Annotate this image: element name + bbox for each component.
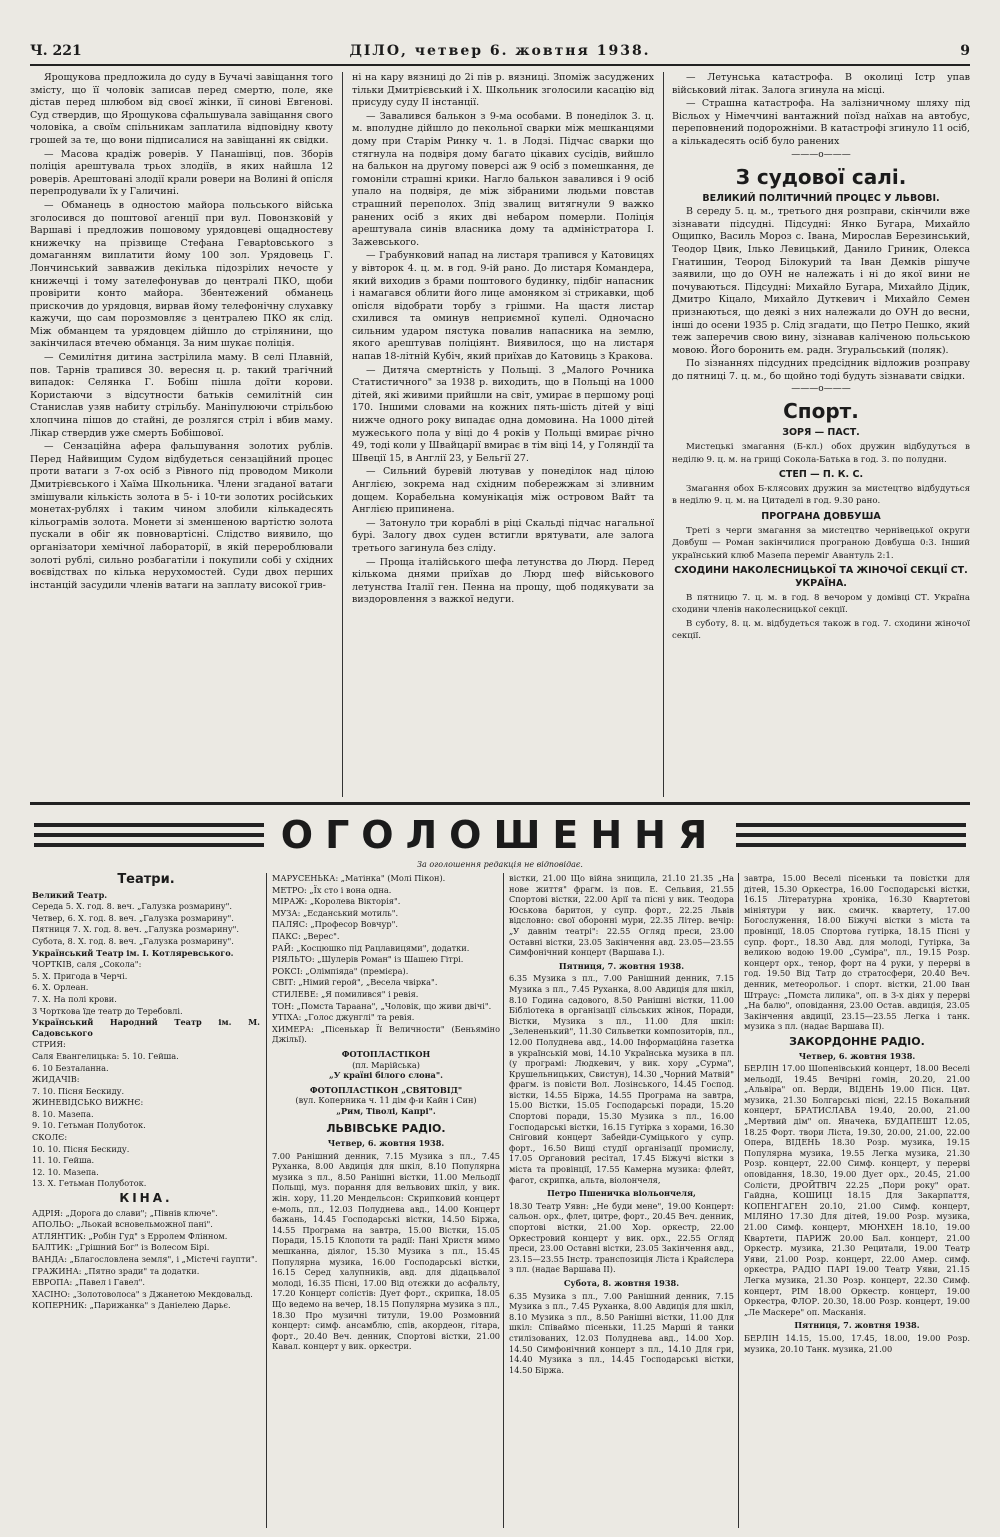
- listing-line: РОКСІ: „Олімпіяда" (премієра).: [272, 965, 409, 976]
- listing-line: ЕВРОПА: „Павел і Гавел".: [32, 1277, 145, 1288]
- ads-column-radio-3: [744, 873, 970, 1528]
- listing-line: СТИЛЕВЕ: „Я помилився" і ревія.: [272, 988, 419, 999]
- listing-line: МІРАЖ: „Королева Вікторія".: [272, 896, 401, 907]
- listing-line: Великий Театр.: [32, 889, 108, 900]
- article-paragraph: — Завалився балькон з 9-ма особами. В понеділок 3. ц. м. вполудне дійшло до пекольної сварки між мешканцями дому при Старім Ринку ч. 1. в Лодзі. Підчас сварки що стягнула на подвіря дому багато цікавих сусідів, вийшло на балькон на другому поверсі аж 9 осіб з помешкання, де гомоніли страшні крики. Нагло балькон завалився і 9 осіб упало на подвіря, де між зібраними людьми повстав страшний переполох. Зпід звалищ витягнули 9 важко ранених осіб з яких дві небаром померли. Поліція арештувала синів власника дому та адміністратора І. Зажевського.: [352, 110, 654, 248]
- article-paragraph: — Обманець в одностою майора польського війська зголосився до поштової агенції при вул. Повонзковій у Варшаві і предложив пошовому урядовцеві ощадностеву книжечку на прізвище Стефана Геварtовського з домаганням виплатити йому 100 зол. Урядовець Г. Лончинський завважив декілька підозрілих нечосте у книжечці і тому зателефонував до централі ПКО, щоби провірити конто майора. Збентежений обманець прискочив до урядовця, вирвав йому телефонічну слухавку кажучи, що сам порозмовляє з централею ПКО як слід. Між обманцем та урядовцем дійшло до стрілянини, що закінчилася втечею обманця. За ним шукає поліція.: [30, 199, 333, 350]
- ads-title: ОГОЛОШЕННЯ: [280, 813, 720, 857]
- listing-line: Саля Евангелицька: 5. 10. Гейша.: [32, 1050, 179, 1061]
- listing-line: 6. X. Орлеан.: [32, 982, 89, 993]
- column-divider: [266, 873, 267, 1528]
- photoplasticon-address: (вул. Коперника ч. 11 дім ф-и Кайн і Син): [295, 1095, 477, 1106]
- sport-headline: СТЕП — П. К. С.: [778, 469, 864, 481]
- listing-line: Український Театр ім. І. Котляревського.: [32, 947, 234, 958]
- radio-program: БЕРЛІН 14.15, 15.00, 17.45, 18.00, 19.00 Розр. музика, 20.10 Танк. музика, 21.00: [744, 1332, 970, 1354]
- radio-program: 7.00 Ранішний денник, 7.15 Музика з пл., 7.45 Руханка, 8.00 Авдиція для шкіл, 8.10 Популярна музика з пл., 8.50 Ранішні вістки, 11.00 Мельодії Польщі, муз. порання для вельвових шкіл, у вик. жін. хору, 11.20 Мендельсон: Скрипковий концерт е-моль, пл., 12.03 Полуднева авд., 14.00 Концерт бажань, 14.45 Господарські вістки, 14.50 Біржа, 14.55 Програма на завтра, 15.00 Вістки, 15.05 Поради, 15.15 Клопоти та радії: Пані Христя мимо мешканна, діялог, 15.30 Музика з пл., 15.45 Популярна музика, 16.00 Господарські вістки, 16.15 Серед халупників, авд. для дідацьвалої молоді, 16.35 Пісні, 17.00 Від отєжки до асфальту, 17.20 Концерт солістів: Дует форт., скрипка, 18.05 Що ведемо на вечер, 18.15 Популярна музика з пл., 18.30 Про музичні титули, 19.00 Розмовний концерт: симф. ансамблю, спів, акордеон, гітара, форт., 20.40 Веч. денник, Спортові вістки, 21.00 Кавал. концерт у вик. оркестри.: [272, 1150, 500, 1352]
- listing-line: 9. 10. Гетьман Полуботок.: [32, 1120, 146, 1131]
- radio-bold-line: Петро Пшеничка віольончеля,: [547, 1188, 696, 1199]
- section-rule: [30, 802, 970, 805]
- article-paragraph: Треті з черги змагання за мистецтво чернівецької округи Довбуш — Роман закінчилися програною Довбуша 0:3. Інший український клюб Мазепа переміг Авантуль 2:1.: [672, 525, 970, 561]
- listing-line: ЖИДАЧІВ:: [32, 1074, 80, 1085]
- listing-line: БАЛТИК: „Грішний Бог" із Волесом Бірі.: [32, 1242, 210, 1253]
- article-paragraph: — Грабунковий напад на листаря трапився у Катовицях у вівторок 4. ц. м. в год. 9-ій рано. До листаря Командера, який виходив з брами поштового будинку, підбіг напасник і намагався облити його лице амоняком зі стрикавки, щоб опісля відобрати торбу з грішми. На щастя листар схилився та оминув неприємної купелі. Одночасно сильним ударом пястука повалив напасника на землю, якого арештував поліціянт. Виявилося, що на листаря напав 18-літній Кубіч, який приїхав до Катовиць з Кракова.: [352, 250, 654, 363]
- ads-column-cinemas-radio: [272, 873, 500, 1528]
- listing-line: ЖИНЕВІДСЬКО ВИЖНЄ:: [32, 1097, 144, 1108]
- listing-line: РІЯЛЬТО: „Шулерів Роман" із Шашею Гітрі.: [272, 954, 464, 965]
- page-number: 9: [960, 43, 970, 59]
- radio-program: завтра, 15.00 Веселі пісеньки та повістки для дітей, 15.30 Оркестра, 16.00 Господарські вістки, 16.15 Літературна хроніка, 16.30 Квартетові мініятури у вик. смичк. квартету, 17.00 Богослуження, 18.00 Біжучі вістки з міста та провінції, 18.05 Спортова гутірка, 18.15 Пісні у супр. форт., 18.30 Авд. для молоді, Гутірка, За великою водою 19.00 „Суміра", пл., 19.15 Розр. концерт орх., тенор, форт на 4 руки, у перерві в год. 19.50 Від Татр до стратосфери, 20.40 Веч. денник, метеорольог. і спорт. вістки, 21.00 Іван Штраус: „Помста лилика", оп. в 3-х діях у перерві „На балю", оповідання, 23.00 Остав. авдиція, 23.05 Закінчення авдиції, 23.15—23.55 Легка і танк. музика з пл. (надає Варшава ІІ).: [744, 873, 970, 1032]
- ads-column-radio-2: [509, 873, 734, 1528]
- sport-section-title: Спорт.: [783, 399, 859, 424]
- ads-disclaimer: За оголошення редакція не відповідає.: [417, 860, 583, 869]
- listing-line: АТЛЯНТИК: „Робін Гуд" з Ерролем Флінном.: [32, 1230, 228, 1241]
- listing-line: СКОЛЄ:: [32, 1132, 68, 1143]
- article-paragraph: Змагання обох Б-клясових дружин за мистецтво відбудуться в неділю 9. ц. м. на Цитаделі в год. 9.30 рано.: [672, 483, 970, 507]
- ornament-divider: ———o———: [791, 149, 851, 160]
- radio-program: 6.35 Музика з пл., 7.00 Ранішний денник, 7.15 Музика з пл., 7.45 Руханка, 8.00 Авдиція для шкіл, 8.10 Музика з пл., 8.50 Ранішні вістки, 11.00 Для шкіл: Співаймо пісеньки, 11.25 Марші й танки стилізованих, 12.03 Полуднева авд., 14.00 Хор. 14.50 Симфонічний концерт з пл., 14.10 Для гри, 14.40 Музика з пл., 14.45 Господарські вістки, 14.50 Біржа.: [509, 1290, 734, 1375]
- photoplasticon-address: (пл. Марійська): [352, 1059, 420, 1070]
- column-divider: [342, 72, 343, 797]
- theatres-title: Театри.: [117, 873, 175, 887]
- listing-line: КОПЕРНИК: „Парижанка" з Даніелею Дарьє.: [32, 1300, 231, 1311]
- listing-line: МАРУСЕНЬКА: „Матінка" (Молі Пікон).: [272, 873, 446, 883]
- listing-line: 11. 10. Гейша.: [32, 1155, 95, 1166]
- radio-day: Пятниця, 7. жовтня 1938.: [794, 1320, 920, 1331]
- banner-lines-right: [736, 823, 966, 853]
- article-paragraph: Ярощукова предложила до суду в Бучачі завіщання того змісту, що її чоловік записав перед смертю, поле, яке дістав перед шлюбом від своєї жінки, її синові Евгенові. Суд ствердив, що Ярощукова сфальшувала завіщання свого чоловіка, а своїм спільникам заплатила відповідну квоту грошей за те, що вони підписалися на завіщанні як свідки.: [30, 72, 333, 146]
- listing-line: АДРІЯ: „Дорога до слави"; „Півнів ключе".: [32, 1207, 218, 1218]
- listing-line: 7. X. На полі крови.: [32, 993, 117, 1004]
- article-paragraph: — Масова крадіж роверів. У Панашівці, пов. Зборів поліція арештувала трьох злодіїв, в яких найшла 12 роверів. Арештовані злодії крали ровери на Волині й опісля перепродували їх у Галичині.: [30, 148, 333, 198]
- photoplasticon-show: „У країні білого слона".: [329, 1070, 443, 1081]
- article-paragraph: По зізнаннях підсудних предсідник відложив розправу до пятниці 7. ц. м., бо щойно тоді будуть зізнавати свідки.: [672, 358, 970, 382]
- ornament-divider: ———o———: [791, 384, 851, 395]
- lviv-radio-title: ЛЬВІВСЬКЕ РАДІО.: [326, 1122, 446, 1136]
- listing-line: ПАЛЯС: „Професор Вовчур".: [272, 919, 398, 930]
- article-paragraph: — Сензаційна афера фальшування золотих рублів. Перед Найвищим Судом відбудеться сензаційний процес проти ватаги з 7-ох осіб з Рівного під проводом Миколи Дмитрієвського і Хаїма Школьника. Члени згаданої ватаги змішували кількість золота в 5- і 10-ти золотих російських монетах-рублях і таким чином злобили кількадесять кільограмів золота. Монети зі зменшеною вартістю золота пускали в обіг як повновартісні. Слідство виявило, що організатори хемічної лабораторії, в якій перероблювали золоті рублі, сильно розбагатіли і покупили собі у східних воєвідствах по кілька нерухомостей. Суди двох перших інстанцій засудили членів ватаги на заплату високої грив-: [30, 441, 333, 591]
- news-column-2: [352, 72, 654, 797]
- listing-line: АПОЛЬО: „Льокай всновельможної пані".: [32, 1219, 213, 1230]
- listing-line: УТІХА: „Голос джунглі" та ревія.: [272, 1012, 415, 1023]
- cinemas-title: КІНА.: [119, 1191, 173, 1206]
- listing-line: Український Народний Театр ім. М. Садовського: [32, 1017, 260, 1038]
- sport-headline: СХОДИНИ НАКОЛЕСНИЦЬКОЇ ТА ЖІНОЧОЇ СЕКЦІЇ СТ. УКРАЇНА.: [674, 565, 968, 589]
- listing-line: ХАСІНО: „Золотоволоса" з Джанетою Мекдовальд.: [32, 1288, 253, 1299]
- photoplasticon-title: ФОТОПЛАСТІКОН „СВЯТОВІД": [309, 1084, 463, 1095]
- foreign-radio-title: ЗАКОРДОННЕ РАДІО.: [789, 1034, 925, 1048]
- listing-line: 12. 10. Мазепа.: [32, 1166, 99, 1177]
- radio-day: Пятниця, 7. жовтня 1938.: [558, 960, 685, 971]
- article-paragraph: — Семилітня дитина застрілила маму. В селі Плавній, пов. Тарнів трапився 30. вересня ц. р. такий трагічний випадок: Селянка Г. Бобіш пішла доїти корови. Користаючи з відсутности батьків семилітній син Станислав узяв набиту стрільбу. Маніпулюючи стрільбою хлопчина пішов до стайні, де розлягся стріл і вбив маму. Лікар ствердив уже смерть Бобішової.: [30, 352, 333, 439]
- listing-line: МЕТРО: „Їх сто і вона одна.: [272, 884, 392, 895]
- listing-line: ТОН: „Помста Тараана", „Чоловік, що живи двічі".: [272, 1000, 492, 1011]
- article-paragraph: Мистецькі змагання (Б-кл.) обох дружин відбудуться в неділю 9. ц. м. на грищі Сокола-Батька в год. 3. по полудни.: [672, 442, 970, 465]
- listing-line: РАЙ: „Косцюшко під Рацлавицями", додатки.: [272, 942, 470, 953]
- sport-headline: ПРОГРАНА ДОВБУША: [761, 511, 881, 523]
- listing-line: 13. X. Гетьман Полуботок.: [32, 1178, 147, 1189]
- listing-line: СТРИЯ:: [32, 1039, 66, 1050]
- radio-day: Четвер, 6. жовтня 1938.: [327, 1138, 445, 1149]
- listing-line: 3 Чорткова їде театр до Теребовлі.: [32, 1005, 183, 1016]
- column-divider: [738, 873, 739, 1528]
- column-divider: [503, 873, 504, 1528]
- radio-day: Субота, 8. жовтня 1938.: [563, 1277, 680, 1288]
- listing-line: 7. 10. Пісня Бескиду.: [32, 1085, 125, 1096]
- listing-line: ЧОРТКІВ, саля „Сокола":: [32, 959, 142, 970]
- article-paragraph: — Страшна катастрофа. На залізничному шляху під Вісльох у Німеччині вантажний поїзд наїхав на автобус, переповнений подорожніми. В катастрофі згинуло 11 осіб, а кількадесять осіб було ранених: [672, 98, 970, 147]
- banner-lines-left: [34, 823, 264, 853]
- listing-line: Середа 5. X. год. 8. веч. „Галузка розмарину".: [32, 901, 232, 912]
- radio-program: 18.30 Театр Уявн: „Не буди мене", 19.00 Концерт: сальон. орх., флет, цитре, форт., 20.45 Веч. денник, спортові вістки, 21.00 Хор. оркестр, 22.00 Оркестровий концерт у вик. орх., 22.55 Огляд преси, 23.00 Оставні вістки, 23.05 Закінчення авд., 23.15—23.55 Інстр. транспозиція Ліста і Крайслера з пл. (надає Варшава ІІ).: [509, 1200, 734, 1275]
- trial-headline: ВЕЛИКИЙ ПОЛІТИЧНИЙ ПРОЦЕС У ЛЬВОВІ.: [702, 192, 940, 204]
- listing-line: Пятниця 7. X. год. 8. веч. „Галузка розмарину".: [32, 924, 240, 935]
- article-paragraph: ні на кару вязниці до 2і пів р. вязниці. Зпоміж засуджених тільки Дмитрієвський і Х. Школьник зголосили касацію від присуду суду II інстанції.: [352, 72, 654, 109]
- photoplasticon-title: ФОТОПЛАСТІКОН: [341, 1048, 431, 1059]
- article-paragraph: — Дитяча смертність у Польщі. З „Малого Рочника Статистичного" за 1938 р. виходить, що в Польщі на 1000 дітей, які живими прийшли на світ, умирає в першому році 170. Іншими словами на кожних пять-шість дітей у віці нижче одного року випадає одна домовина. На 1000 дітей мужеського пола у віці до 4 років у Польщі вмирає річно 49, тоді коли у Швайцарії вмирає в тім віці 14, у Голяндії та Швеції 15, в Англії 23, у Бельгії 27.: [352, 364, 654, 464]
- listing-line: СВІТ: „Німий герой", „Весела чвірка".: [272, 977, 438, 988]
- column-divider: [663, 72, 664, 797]
- article-paragraph: — Затонуло три кораблі в ріці Скальді підчас нагальної бурі. Залогу двох суден встигли врятувати, але залога третього загинула без сліду.: [352, 517, 654, 554]
- listing-line: Четвер, 6. X. год. 8. веч. „Галузка розмарину".: [32, 912, 234, 923]
- article-paragraph: В суботу, 8. ц. м. відбудеться також в год. 7. сходини жіночої секції.: [672, 618, 970, 642]
- listing-line: 6. 10 Безталанна.: [32, 1062, 109, 1073]
- sport-headline: ЗОРЯ — ПАСТ.: [782, 427, 860, 439]
- court-section-title: З судової салі.: [735, 164, 907, 189]
- page-header: [30, 40, 970, 66]
- listing-line: ВАНДА: „Благословлена земля", і „Містечі гаупти".: [32, 1254, 258, 1264]
- article-paragraph: В середу 5. ц. м., третього дня розправи, скінчили вже зізнавати підсудні. Підсудні: Янко Бугара, Михайло Ощипко, Василь Мороз с. Івана, Мирослав Березинський, Теодор Цвик, Ілько Левицький, Данило Гриник, Олекса Гнатишин, Теород Білокурий та Іван Демків рішуче заявили, що до ОУН не належать і ні до якої вини не почуваються. Підсудні: Михайло Бугара, Михайло Дідик, Дмитро Кіцало, Михайло Дуткевич і Михайло Семен признаються, що деякі з них належали до ОУН до весни, інші до осени 1935 р. Слід згадати, що Петро Пешко, який теж заперечив свою вину, зізнавав каліченою польською мовою. Його боронить ем. радн. Згуральський (поляк).: [672, 206, 970, 356]
- listing-line: 10. 10. Пісня Бескиду.: [32, 1143, 130, 1154]
- news-column-1: [30, 72, 333, 797]
- masthead-date: ДІЛО, четвер 6. жовтня 1938.: [349, 43, 651, 59]
- listing-line: ХИМЕРА: „Пісенькар Її Величности" (Беньяміно Джільї).: [272, 1023, 500, 1045]
- listing-line: Субота, 8. X. год. 8. веч. „Галузка розмарину".: [32, 935, 234, 946]
- article-paragraph: В пятницю 7. ц. м. в год. 8 вечором у домівці СТ. Україна сходини членів наколесницької секції.: [672, 592, 970, 616]
- listing-line: ГРАЖИНА: „Пятно зради" та додатки.: [32, 1265, 200, 1276]
- listing-line: 8. 10. Мазепа.: [32, 1108, 94, 1119]
- news-column-3: [672, 72, 970, 797]
- listing-line: МУЗА: „Есданський мотиль".: [272, 907, 399, 918]
- ads-banner: [34, 813, 966, 869]
- radio-program: 6.35 Музика з пл., 7.00 Ранішний денник, 7.15 Музика з пл., 7.45 Руханка, 8.00 Авдиція для шкіл, 8.10 Година садового, 8.50 Ранішні вістки, 11.00 Бібліотека в організації сільських жінок, Поради, Вістки, Музика з пл., 11.00 Для шкіл: „Зелененький", 11.30 Сильветки композиторів, пл., 12.00 Полуднева авд., 14.00 Інформаційна газетка в українській мові, 14.10 Українська музика в пл. (у програмі: Людкевич, у вик. хору „Сурма", Крушельницьких, Свистун), 14.30 „Чорний Матвій" фрагм. із повісти Вол. Лозінського, 14.45 Господ. вістки, 14.55 Біржа, 14.55 Програма на завтра, 15.00 Вістки, 15.05 Господарські поради, 15.20 Спортові поради, 15.30 Музика з пл., 16.00 Господарські вістки, 16.15 Гутірка з хорами, 16.30 Сніговий концерт Забейди-Суміцького у супр. форт., 16.50 Вищі студії організації промислу, 17.05 Органовий ресітал, 17.45 Біжучі вістки з міста та провінції, 17.55 Камерна музика: флейт, фагот, скрипка, альта, віолончеля,: [509, 973, 734, 1185]
- radio-day: Четвер, 6. жовтня 1938.: [798, 1050, 916, 1061]
- listing-line: 5. X. Пригода в Черчі.: [32, 970, 128, 981]
- photoplasticon-show: „Рим, Тіволі, Капрі".: [336, 1105, 436, 1116]
- ads-column-theatres: [32, 873, 260, 1528]
- article-paragraph: — Летунська катастрофа. В околиці Істр упав військовий літак. Залога згинула на місці.: [672, 72, 970, 96]
- issue-number: Ч. 221: [30, 43, 82, 59]
- radio-program: БЕРЛІН 17.00 Шопенівський концерт, 18.00 Веселі мельодії, 19.45 Вечірні гомін, 20.20, 21.00 „Альвіра" оп. Верди, ВІДЕНЬ 19.00 Пісн. Цвт. музика, 21.30 Болгарські пісні, 22.15 Вокальний концерт, БРАТИСЛАВА 19.40, 20.00, 21.00 „Мертвий дім" оп. Яначека, БУДАПЕШТ 12.05, 18.25 Форт. твори Ліста, 19.30, 20.00, 21.00, 22.00 Опера, ВІДЕНЬ 18.30 Розр. музика, 19.15 Популярна музика, 19.55 Легка музика, 21.30 Розр. концерт, 22.00 Симф. концерт, у перерві оповідання, 18.30, 19.00 Дуєт орх., 20.45, 21.00 Солісти, ДРОЙТВІЧ 22.25 „Пори року" орат. Гайдна, КОШИЦІ 18.15 Для Закарпаття, КОПЕНГАГЕН 20.10, 21.00 Симф. концерт, МІЛЯНО 17.30 Для дітей, 19.00 Розр. музика, 21.00 Симф. концерт, МЮНХЕН 18.10, 19.00 Квартети, ПАРИЖ 20.00 Бал. концерт, 21.00 Оркестр. музика, 21.30 Рецитали, 19.00 Театр Уяви, 21.00 Розр. концерт, 22.00 Амер. симф. оркестра, РАДІО ПАРІ 19.00 Театр Уяви, 21.15 Легка музика, 21.30 Розр. концерт, 22.30 Симф. концерт, РІМ 18.00 Оркестр. концерт, 19.00 Оркестра, ФЛОР. 20.30, 18.00 Розр. концерт, 19.00 „Ле Маскере" оп. Масканія.: [744, 1063, 970, 1317]
- article-paragraph: — Проща італійського шефа летунства до Люрд. Перед кількома днями приїхав до Люрд шеф військового летунства Італії ген. Пенна на прощу, щоб подякувати за виздоровлення з важкої недуги.: [352, 556, 654, 606]
- listing-line: ПАКС: „Верес".: [272, 930, 340, 941]
- article-paragraph: — Сильний буревій лютував у понеділок над цілою Англією, зокрема над східним побережжам зі зливним дощем. Корабельна комунікація між островом Вайт та Англією припинена.: [352, 466, 654, 516]
- radio-program: вістки, 21.00 Що війна знищила, 21.10 21.35 „На нове життя" фрагм. із пов. Е. Сельвия, 21.55 Спортові вістки, 22.00 Арії та пісні у вик. Теодора Юськова баритон, у супр. форт., 22.25 Львів відсловно: свої оборонні мури, 22.35 Літер. вечір: „У давнім театрі": 22.55 Огляд преси, 23.00 Оставні вістки, 23.05 Закінчення авд. 23.05—23.55 Симфонічний концерт (Варшава І.).: [509, 873, 734, 958]
